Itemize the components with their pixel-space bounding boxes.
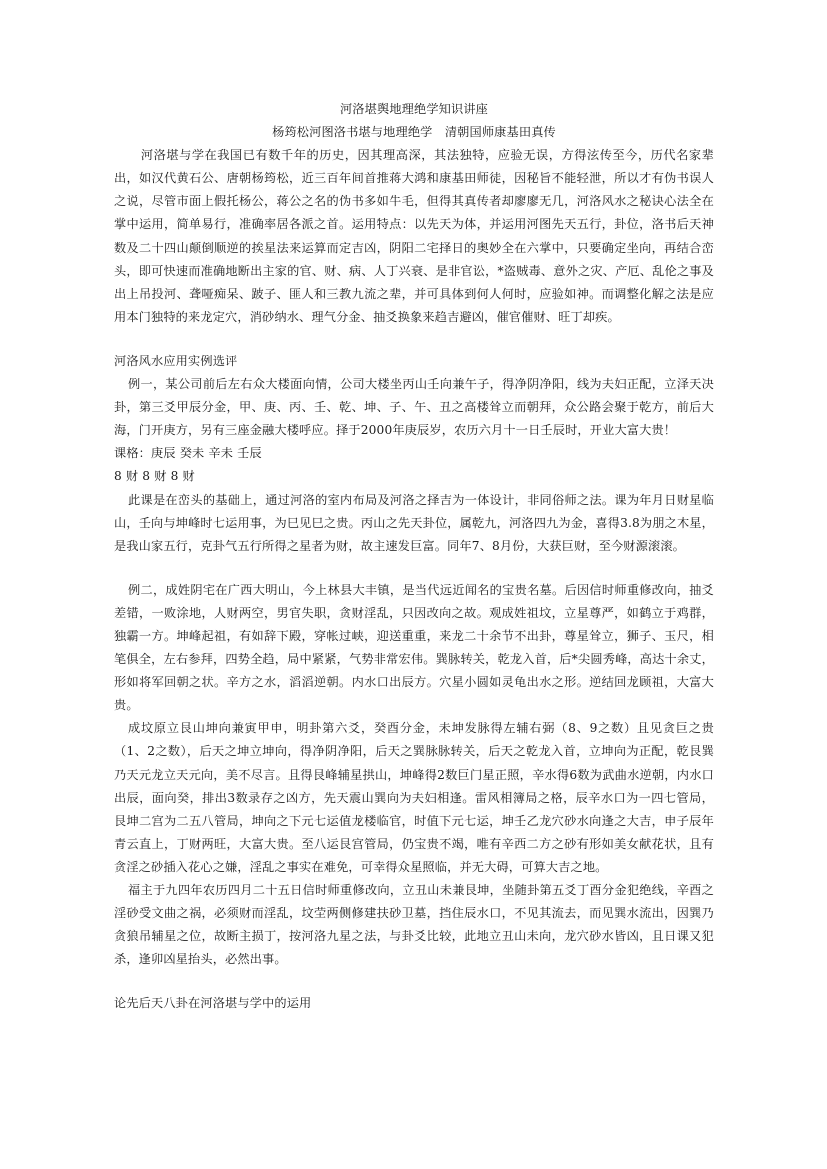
analysis-paragraph: 成坟原立艮山坤向兼寅甲申，明卦第六爻，癸酉分金，未坤发脉得左辅右弼（8、9之数）且见贪巨之贵（1、2之数），后天之坤立坤向，得净阴净阳，后天之巽脉脉转关，后天之乾龙入首，立坤向为正配，乾艮巽乃天元龙立天元向，美不尽言。且得艮峰辅星拱山，坤峰得2数巨门星正照，辛水得6数为武曲水逆朝，内水口出辰，面向癸，排出3数录存之凶方，先天震山巽向为夫妇相逢。雷风相簿局之格，辰辛水口为一四七管局，艮坤二宫为二五八管局，坤向之下元七运值龙楼临官，时值下元七运，坤壬乙龙穴砂水向逢之大吉，申子辰年青云直上，丁财两旺，大富大贵。至八运艮宫管局，仍宝贵不竭，唯有辛西二方之砂有形如美女献花状，且有贪淫之砂插入花心之嫌，淫乱之事实在难免，可幸得众星照临，并无大碍，可算大吉之地。 bbox=[114, 721, 714, 874]
document-page bbox=[114, 98, 714, 1015]
example-two-paragraph: 例二，成姓阴宅在广西大明山，今上林县大丰镇，是当代远近闻名的宝贵名墓。后因信时师重修改向，抽爻差错，一败涂地，人财两空，男官失职，贪财淫乱，只因改向之故。观成姓祖坟，立星尊严，如鹤立于鸡群，独霸一方。坤峰起祖，有如辞下殿，穿帐过峡，迎送重重，来龙二十余节不出卦，尊星耸立，狮子、玉尺，相笔俱全，左右参拜，四势全趋，局中紧紧，气势非常宏伟。巽脉转关，乾龙入首，后*尖圆秀峰，高达十余丈，形如将军回朝之状。辛方之水，滔滔逆朝。内水口出辰方。穴星小圆如灵龟出水之形。逆结回龙顾祖，大富大贵。 bbox=[114, 582, 714, 713]
section-heading-examples: 河洛风水应用实例选评 bbox=[114, 353, 238, 368]
spacer bbox=[114, 558, 714, 579]
numbers-line: 8 财 8 财 8 财 bbox=[114, 469, 195, 484]
section-heading-bagua: 论先后天八卦在河洛堪与学中的运用 bbox=[114, 996, 312, 1011]
document-subtitle: 杨筠松河图洛书堪与地理绝学 清朝国师康基田真传 bbox=[272, 125, 556, 140]
spacer bbox=[114, 971, 714, 992]
fortune-paragraph: 福主于九四年农历四月二十五日信时师重修改向，立丑山未兼艮坤，坐随卦第五爻丁酉分金犯绝线，辛酉之淫砂受文曲之祸，必须财而淫乱，坟茔两侧修建扶砂卫墓，挡住辰水口，不见其流去，而见巽水流出，因巽乃贪狼吊辅星之位，故断主损丁，按河洛九星之法，与卦爻比较，此地立丑山未向，龙穴砂水皆凶，且日课又犯杀，逢卯凶星抬头，必然出事。 bbox=[114, 883, 714, 967]
calendar-line: 课格：庚辰 癸未 辛未 壬辰 bbox=[114, 446, 262, 461]
commentary-paragraph: 此课是在峦头的基础上，通过河洛的室内布局及河洛之择吉为一体设计，非同俗师之法。课为年月日财星临山，壬向与坤峰时七运用事，为巳见巳之贵。丙山之先天卦位，属乾九，河洛四九为金，喜得3.8为朋之木星，是我山家五行，克卦气五行所得之星者为财，故主速发巨富。同年7、8月份，大获巨财，至今财源滚滚。 bbox=[114, 492, 714, 553]
spacer bbox=[114, 329, 714, 350]
example-one-paragraph: 例一，某公司前后左右众大楼面向情，公司大楼坐丙山壬向兼午子，得净阴净阳，线为夫妇正配，立泽天决卦，第三爻甲辰分金，甲、庚、丙、壬、乾、坤、子、午、丑之高楼耸立而朝拜，众公路会聚于乾方，前后大海，门开庚方，另有三座金融大楼呼应。择于2000年庚辰岁，农历六月十一日壬辰时，开业大富大贵！ bbox=[114, 377, 714, 438]
intro-paragraph: 河洛堪与学在我国已有数千年的历史，因其理高深，其法独特，应验无误，方得泫传至今，历代名家辈出，如汉代黄石公、唐朝杨筠松，近三百年间首推蒋大鸿和康基田师徒，因秘旨不能轻泄，所以才有伪书误人之说，尽管市面上假托杨公，蒋公之名的伪书多如牛毛，但得其真传者却廖廖无几，河洛风水之秘诀心法全在掌中运用，简单易行，准确率居各派之首。运用特点：以先天为体，并运用河图先天五行，卦位，洛书后天神数及二十四山颠倒顺逆的挨星法来运算而定吉凶，阴阳二宅择日的奥妙全在六掌中，只要确定坐向，再结合峦头，即可快速而准确地断出主家的官、财、病、人丁兴衰、是非官讼，*盗贼毒、意外之灾、产厄、乱伦之事及出上吊投河、聋哑痴呆、跛子、匪人和三教九流之辈，并可具体到何人何时，应验如神。而调整化解之法是应用本门独特的来龙定穴，消砂纳水、理气分金、抽爻换象来趋吉避凶，催官催财、旺丁却疾。 bbox=[114, 148, 714, 324]
document-title: 河洛堪舆地理绝学知识讲座 bbox=[339, 102, 489, 116]
